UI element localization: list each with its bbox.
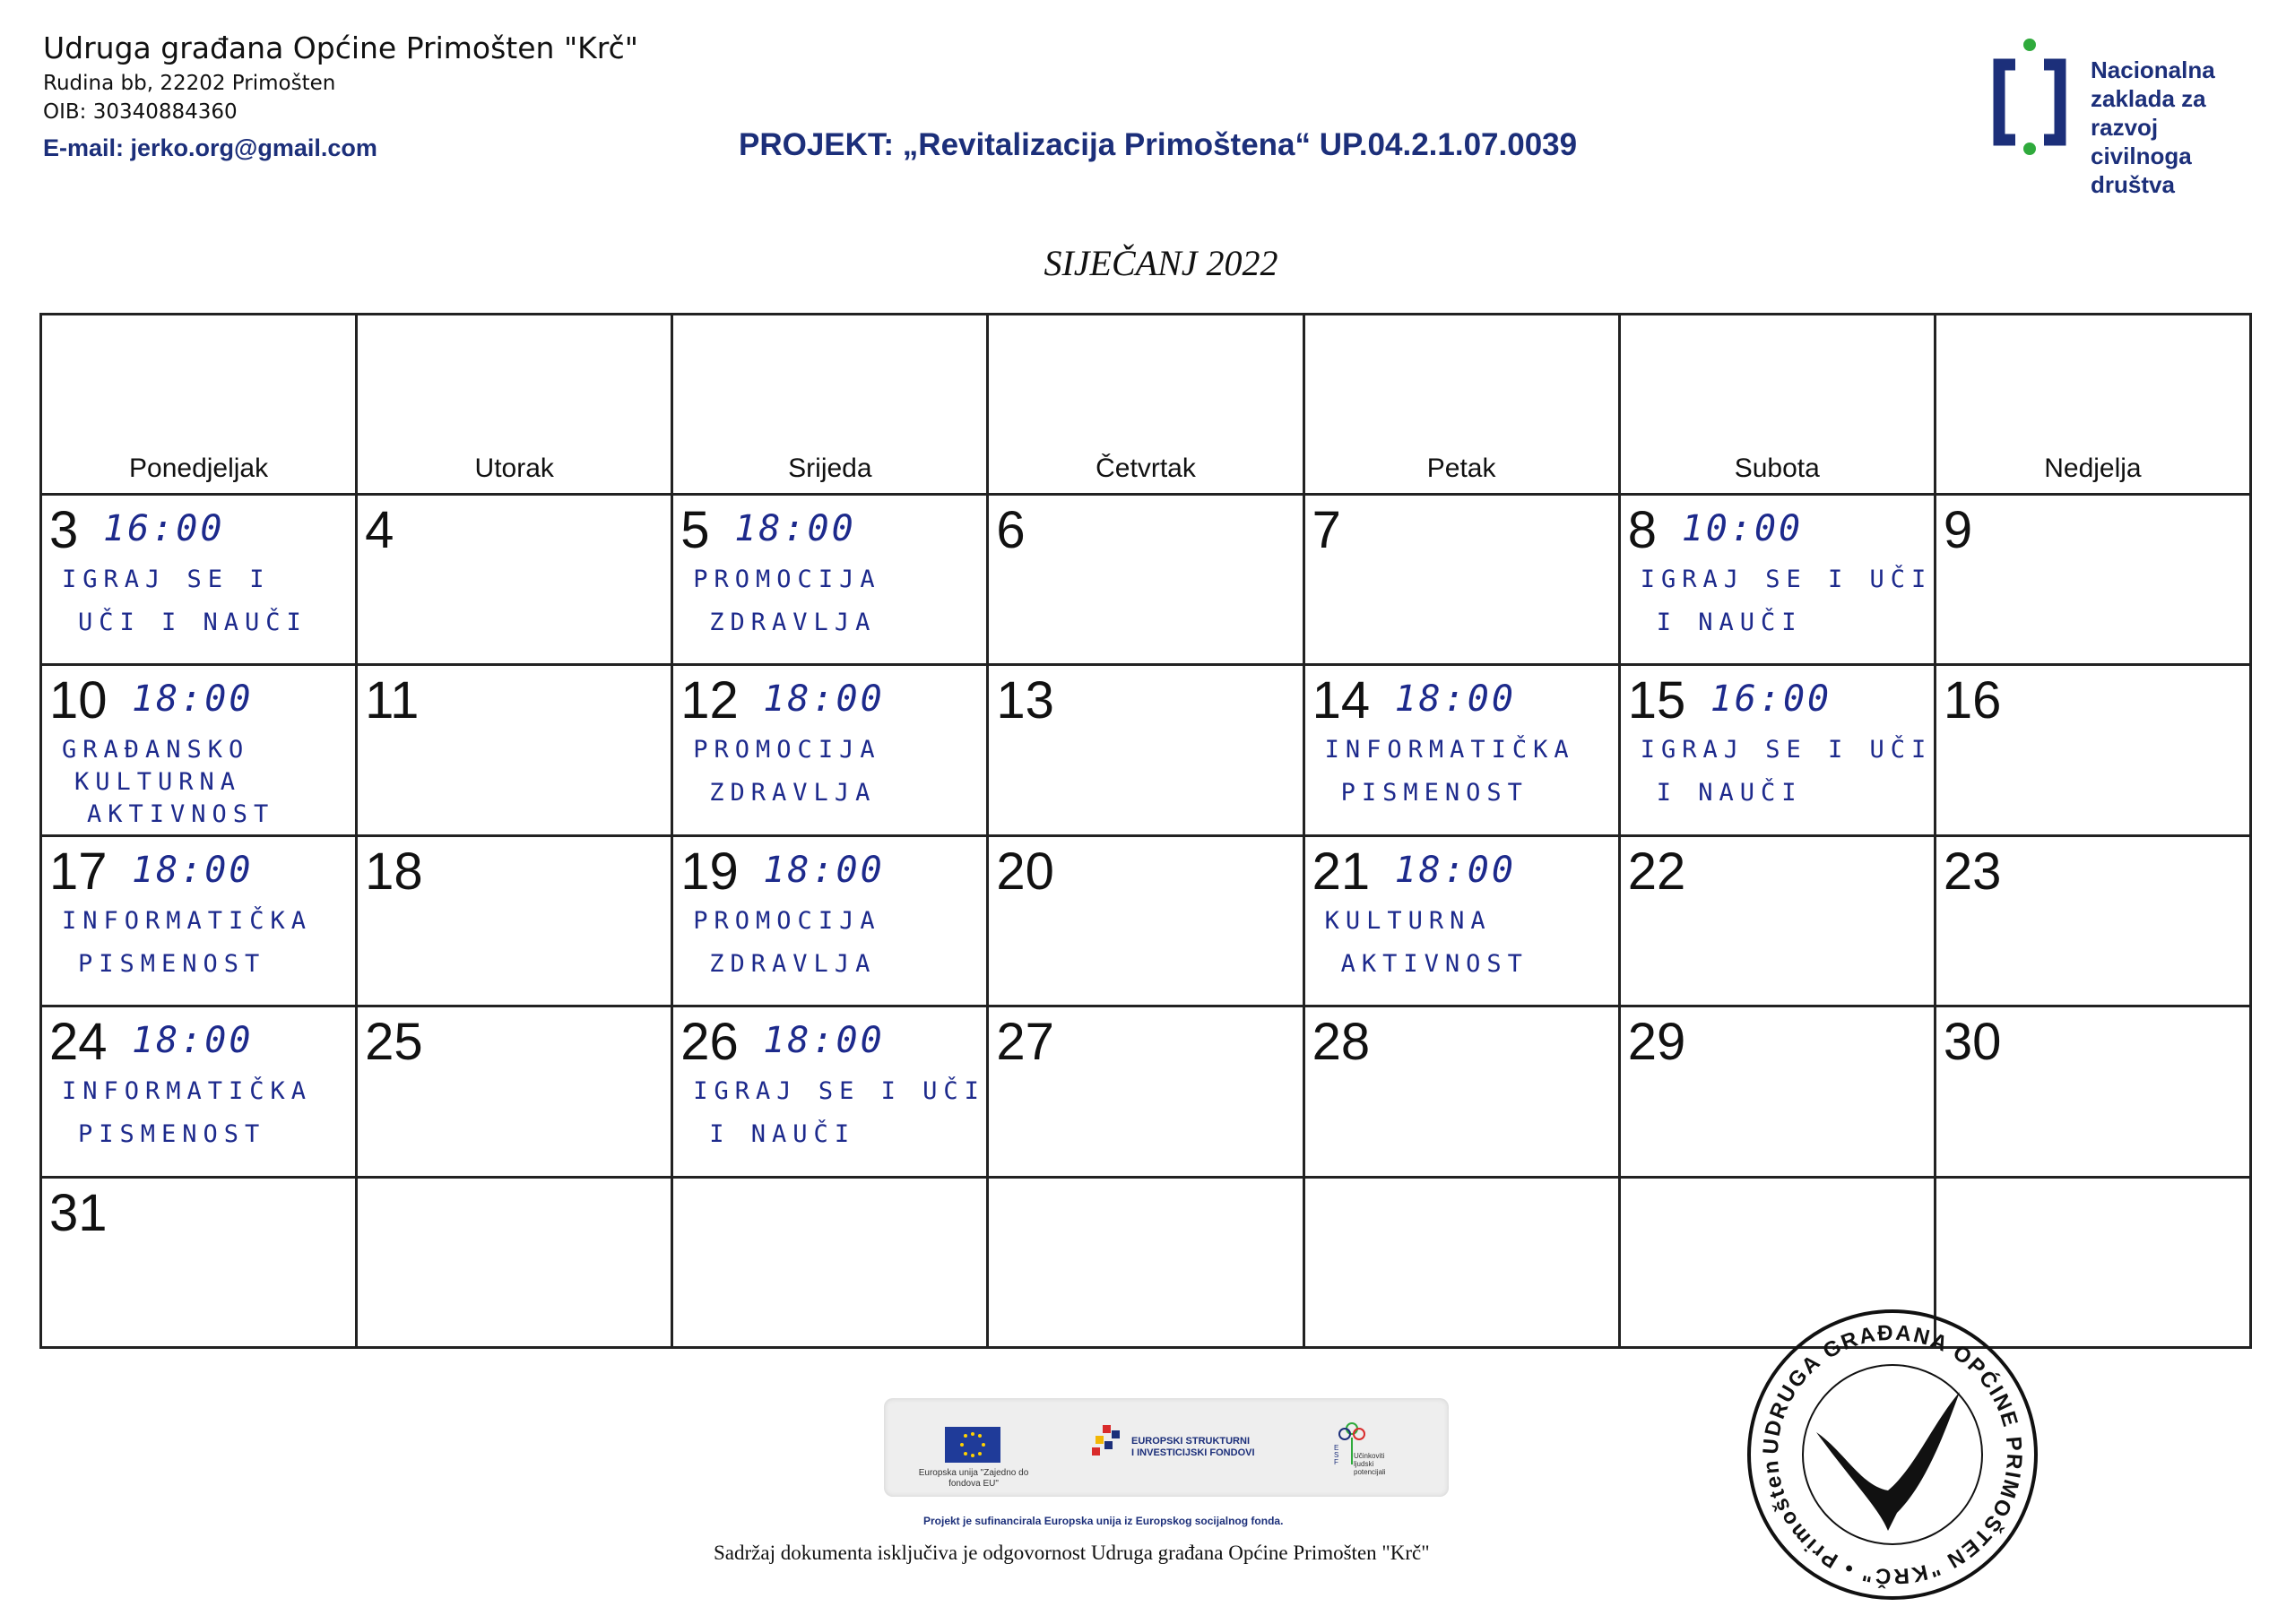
svg-text:UDRUGA GRAĐANA OPĆINE PRIMOŠTE	[1745, 1307, 2026, 1589]
org-oib: OIB: 30340884360	[43, 100, 238, 124]
svg-text:F: F	[1334, 1458, 1338, 1466]
day-number: 8	[1627, 501, 1657, 559]
event-time: 16:00	[1710, 678, 1832, 721]
esi-funds-line: EUROPSKI STRUKTURNI	[1131, 1436, 1251, 1447]
day-number: 9	[1943, 501, 1973, 559]
calendar-day-cell	[1303, 495, 1619, 665]
org-address: Rudina bb, 22202 Primošten	[43, 72, 336, 95]
calendar-day-cell	[1935, 835, 2250, 1006]
event-title-line: PISMENOST	[78, 949, 266, 978]
event-time: 18:00	[132, 1020, 254, 1062]
event-title-line: PROMOCIJA	[693, 736, 881, 764]
day-number: 10	[49, 671, 108, 730]
org-name: Udruga građana Općine Primošten "Krč"	[43, 30, 638, 65]
org-email: E-mail: jerko.org@gmail.com	[43, 134, 377, 161]
calendar-day-cell	[672, 835, 988, 1006]
event-time: 18:00	[763, 1020, 885, 1062]
event-title-line: GRAĐANSKO	[62, 736, 250, 764]
event-title-line: ZDRAVLJA	[709, 609, 877, 636]
calendar-day-cell	[1935, 1006, 2250, 1177]
weekday-header: Srijeda	[672, 315, 988, 495]
weekday-header-row	[41, 315, 2251, 495]
event-title-line: I NAUČI	[1656, 779, 1803, 808]
stamp-text: UDRUGA GRAĐANA OPĆINE PRIMOŠTEN "KRČ" • Primošten	[1758, 1320, 2027, 1589]
calendar-day-cell	[41, 1177, 357, 1347]
weekday-header: Ponedjeljak	[41, 315, 357, 495]
day-number: 26	[680, 1013, 739, 1072]
event-time: 10:00	[1681, 508, 1804, 549]
event-title-line: IGRAJ SE I UČI	[693, 1077, 985, 1106]
calendar-day-cell	[1619, 495, 1935, 665]
calendar-day-cell	[41, 665, 357, 835]
event-title-line: I NAUČI	[1656, 609, 1803, 636]
day-number: 6	[996, 501, 1026, 559]
calendar-day-cell	[357, 665, 672, 835]
day-number: 7	[1312, 501, 1341, 559]
eu-flag-caption: Europska unija "Zajedno do fondova EU"	[918, 1468, 1029, 1489]
calendar-week-row	[41, 1006, 2251, 1177]
funding-note: Projekt je sufinancirala Europska unija iz Europskog socijalnog fonda.	[923, 1515, 1284, 1527]
calendar-day-cell	[41, 495, 357, 665]
calendar-day-cell	[1303, 665, 1619, 835]
esf-line: Učinkoviti	[1354, 1452, 1385, 1460]
calendar-day-cell	[672, 495, 988, 665]
event-title-line: AKTIVNOST	[87, 800, 275, 829]
calendar-week-row	[41, 835, 2251, 1006]
esi-funds-icon	[1092, 1425, 1122, 1456]
day-number: 22	[1627, 842, 1686, 901]
day-number: 31	[49, 1183, 108, 1242]
nz-logo-line: Nacionalna	[2091, 56, 2215, 83]
calendar-day-cell	[1303, 1006, 1619, 1177]
nz-logo-line: društva	[2091, 171, 2175, 198]
event-time: 18:00	[1394, 678, 1516, 721]
calendar-day-cell	[357, 495, 672, 665]
esi-funds-line: I INVESTICIJSKI FONDOVI	[1131, 1447, 1255, 1458]
event-time: 18:00	[734, 508, 856, 549]
svg-text:E: E	[1334, 1444, 1339, 1452]
calendar-day-cell	[1619, 835, 1935, 1006]
eu-flag-icon	[945, 1427, 1000, 1463]
event-title-line: PISMENOST	[1340, 779, 1529, 808]
esi-funds-text	[1131, 1436, 1255, 1459]
calendar-day-cell	[1619, 1006, 1935, 1177]
day-number: 14	[1312, 671, 1371, 730]
event-title-line: KULTURNA	[1324, 906, 1492, 935]
day-number: 3	[49, 501, 79, 559]
day-number: 27	[996, 1013, 1054, 1072]
day-number: 23	[1943, 842, 2002, 901]
svg-text:S: S	[1334, 1451, 1339, 1459]
nz-logo	[1985, 34, 2281, 204]
calendar-day-cell	[988, 835, 1303, 1006]
calendar-day-cell	[672, 1006, 988, 1177]
calendar-day-cell	[1935, 665, 2250, 835]
day-number: 28	[1312, 1013, 1371, 1072]
nz-logo-line: civilnoga	[2091, 143, 2192, 169]
day-number: 20	[996, 842, 1054, 901]
event-time: 18:00	[763, 678, 885, 721]
event-time: 16:00	[103, 508, 225, 549]
weekday-header: Subota	[1619, 315, 1935, 495]
event-title-line: IGRAJ SE I UČI	[1640, 566, 1933, 593]
nz-logo-text	[2091, 56, 2215, 199]
event-title-line: PISMENOST	[78, 1120, 266, 1149]
esf-line: potencijali	[1354, 1468, 1386, 1476]
calendar-day-cell	[988, 1177, 1303, 1347]
calendar-day-cell	[672, 665, 988, 835]
day-number: 11	[365, 671, 420, 730]
event-time: 18:00	[132, 849, 254, 891]
day-number: 16	[1943, 671, 2002, 730]
event-title-line: INFORMATIČKA	[1324, 736, 1575, 764]
esf-line: ljudski	[1354, 1460, 1374, 1468]
event-time: 18:00	[132, 678, 254, 721]
day-number: 29	[1627, 1013, 1686, 1072]
day-number: 13	[996, 671, 1054, 730]
calendar-day-cell	[41, 835, 357, 1006]
calendar-day-cell	[672, 1177, 988, 1347]
event-title-line: UČI I NAUČI	[78, 609, 307, 636]
calendar-day-cell	[1303, 1177, 1619, 1347]
day-number: 19	[680, 842, 739, 901]
calendar-day-cell	[988, 495, 1303, 665]
day-number: 15	[1627, 671, 1686, 730]
esf-text	[1354, 1452, 1386, 1476]
calendar-grid	[39, 313, 2252, 1349]
calendar-day-cell	[357, 1177, 672, 1347]
calendar-day-cell	[1935, 495, 2250, 665]
day-number: 4	[365, 501, 394, 559]
bird-icon	[1816, 1392, 1960, 1531]
event-title-line: ZDRAVLJA	[709, 949, 877, 978]
event-title-line: PROMOCIJA	[693, 566, 881, 593]
day-number: 12	[680, 671, 739, 730]
day-number: 25	[365, 1013, 423, 1072]
project-title: PROJEKT: „Revitalizacija Primoštena“ UP.04.2.1.07.0039	[739, 127, 1578, 162]
event-title-line: KULTURNA	[74, 768, 242, 797]
event-time: 18:00	[1394, 849, 1516, 891]
weekday-header: Utorak	[357, 315, 672, 495]
event-title-line: AKTIVNOST	[1340, 949, 1529, 978]
calendar-day-cell	[988, 665, 1303, 835]
month-title: SIJEČANJ 2022	[1044, 243, 1278, 283]
day-number: 18	[365, 842, 423, 901]
event-title-line: ZDRAVLJA	[709, 779, 877, 808]
day-number: 24	[49, 1013, 108, 1072]
event-title-line: IGRAJ SE I UČI	[1640, 736, 1933, 764]
day-number: 30	[1943, 1013, 2002, 1072]
weekday-header: Petak	[1303, 315, 1619, 495]
day-number: 21	[1312, 842, 1371, 901]
nz-logo-line: razvoj	[2091, 114, 2159, 141]
calendar-day-cell	[988, 1006, 1303, 1177]
nz-logo-line: zaklada za	[2091, 85, 2206, 112]
event-title-line: IGRAJ SE I	[62, 566, 271, 593]
calendar-week-row	[41, 495, 2251, 665]
weekday-header: Nedjelja	[1935, 315, 2250, 495]
event-title-line: INFORMATIČKA	[62, 906, 313, 935]
weekday-header: Četvrtak	[988, 315, 1303, 495]
calendar-day-cell	[1619, 665, 1935, 835]
event-title-line: INFORMATIČKA	[62, 1077, 313, 1106]
association-stamp	[1745, 1307, 2040, 1602]
calendar-week-row	[41, 665, 2251, 835]
calendar-day-cell	[1303, 835, 1619, 1006]
eu-funding-logos	[884, 1398, 1449, 1497]
event-title-line: I NAUČI	[709, 1120, 856, 1149]
calendar-day-cell	[357, 1006, 672, 1177]
day-number: 17	[49, 842, 108, 901]
calendar-day-cell	[357, 835, 672, 1006]
event-title-line: PROMOCIJA	[693, 906, 881, 935]
disclaimer: Sadržaj dokumenta isključiva je odgovornost Udruga građana Općine Primošten "Krč"	[714, 1542, 1430, 1564]
bracket-logo-icon	[1985, 34, 2083, 160]
event-time: 18:00	[763, 849, 885, 891]
calendar-day-cell	[41, 1006, 357, 1177]
day-number: 5	[680, 501, 710, 559]
